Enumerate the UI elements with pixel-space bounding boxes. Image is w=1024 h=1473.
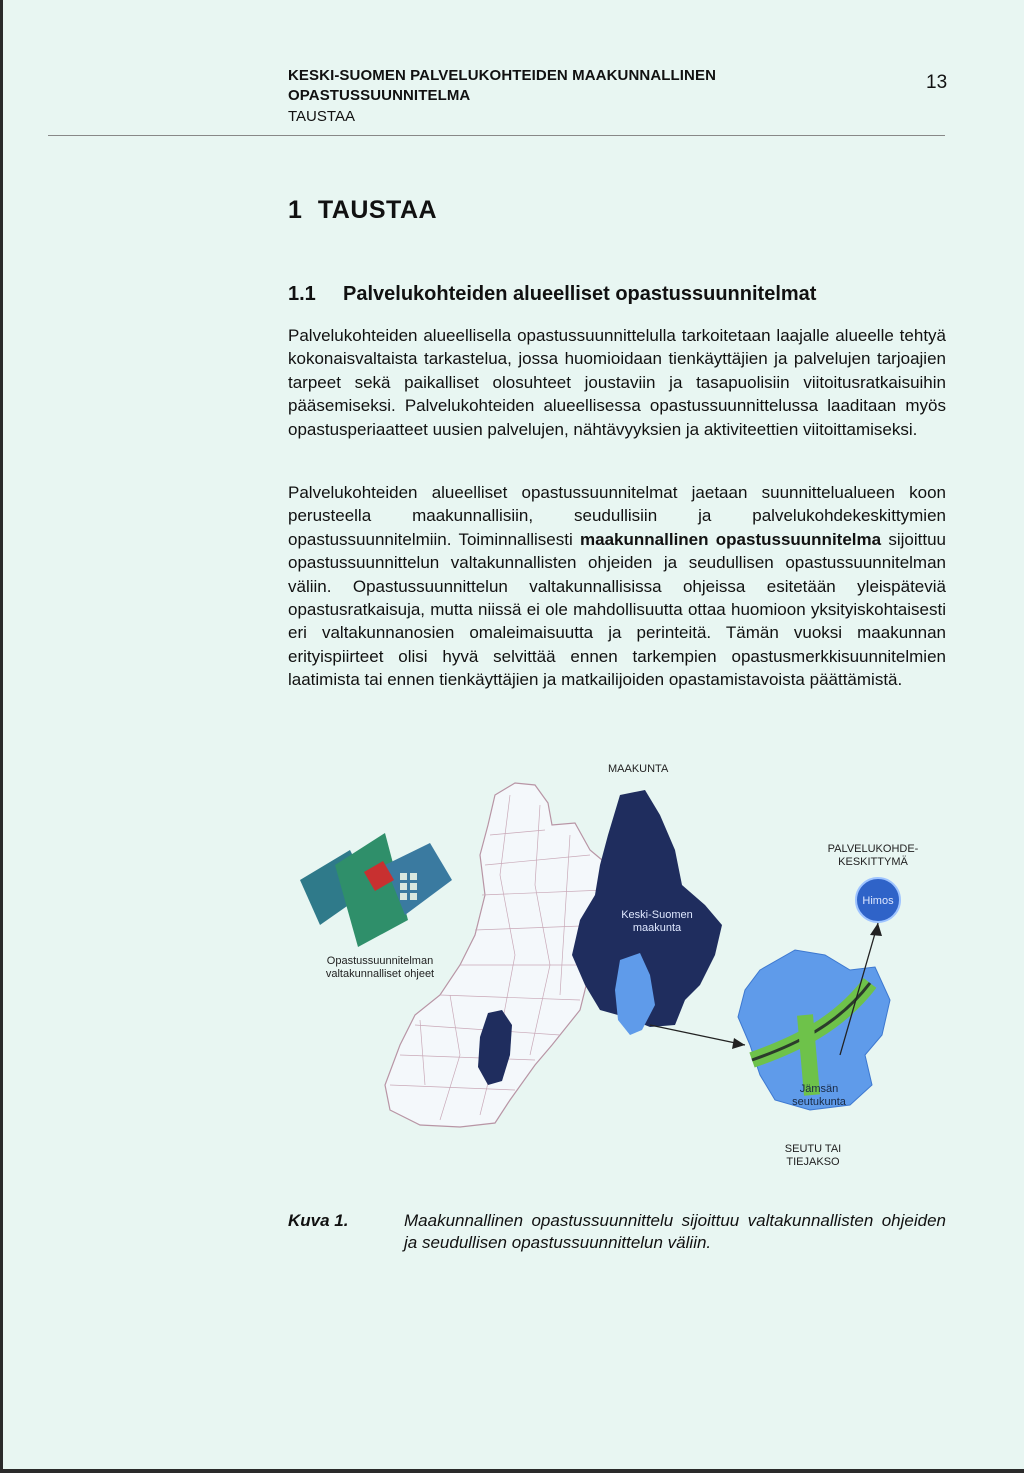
subsection-heading <box>288 283 816 306</box>
figure-1 <box>290 755 970 1175</box>
arrow-head-seutu <box>732 1038 745 1049</box>
guide-books <box>300 833 452 947</box>
section-number: 1 <box>288 196 303 224</box>
subsection-number: 1.1 <box>288 283 316 305</box>
paragraph-2-bold: maakunnallinen opastussuunnitelma <box>580 529 882 549</box>
label-palvelukohdekeskittyma: PALVELUKOHDE-KESKITTYMÄ <box>827 843 919 868</box>
caption-text: Maakunnallinen opastussuunnittelu sijoittuu valtakunnallisten ohjeiden ja seudullisen opastussuunnittelun väliin. <box>404 1211 946 1252</box>
paragraph-2 <box>288 481 946 692</box>
header-title-line2: OPASTUSSUUNNITELMA <box>288 87 471 104</box>
header-rule <box>48 135 945 136</box>
header-title-line1: KESKI-SUOMEN PALVELUKOHTEIDEN MAAKUNNALLINEN <box>288 67 717 84</box>
paragraph-1: Palvelukohteiden alueellisella opastussuunnittelulla tarkoitetaan laajalle alueelle tehtyä kokonaisvaltaista tarkastelua, jossa huomioidaan tienkäyttäjien ja palvelujen tarjoajien tarpeet sekä paikalliset olosuhteet joustaviin ja tasapuolisiin viitoitusratkaisuihin pääsemiseksi. Palvelukohteiden alueellisessa opastussuunnittelussa laaditaan myös opastusperiaatteet uusien palvelujen, nähtävyyksien ja aktiviteettien viitoittamiseksi. <box>288 326 946 439</box>
label-jamsan-seutukunta: Jämsän seutukunta <box>792 1083 846 1108</box>
paragraph-2-part2: sijoittuu opastussuunnittelun valtakunnallisten ohjeiden ja seudullisen opastussuunnitelman väliin. Opastussuunnittelun valtakunnallisissa ohjeissa esitetään yleispäteviä opastusratkaisuja, mutta niissä ei ole mahdollisuutta ottaa huomioon yksityiskohtaisesti eri valtakunnanosien omaleimaisuutta ja perinteitä. Tämän vuoksi maakunnan erityispiirteet olisi hyvä selvittää ennen tarkempien opastusmerkkisuunnitelmien laatimista tai ennen tienkäyttäjien ja matkailijoiden opastamistavoista päättämistä. <box>288 529 946 690</box>
label-seutu-tai-tiejakso: SEUTU TAI TIEJAKSO <box>784 1143 842 1168</box>
page-edge-left <box>0 0 3 1473</box>
label-maakunta: MAAKUNTA <box>608 763 669 775</box>
label-himos: Himos <box>862 895 894 907</box>
paragraph-2-part1: Palvelukohteiden alueelliset opastussuunnitelmat jaetaan suunnittelualueen koon perusteella maakunnallisiin, seudullisiin ja palvelukohdekeskittymien opastussuunnitelmiin. Toiminnallisesti <box>288 483 946 549</box>
page-edge-bottom <box>0 1469 1024 1473</box>
arrow-head-himos <box>870 923 882 936</box>
section-heading <box>288 196 437 225</box>
header-chapter: TAUSTAA <box>288 108 355 125</box>
caption-label: Kuva 1. <box>288 1211 349 1230</box>
running-header <box>288 66 948 127</box>
subsection-title: Palvelukohteiden alueelliset opastussuunnitelmat <box>343 283 817 305</box>
section-title: TAUSTAA <box>317 196 438 224</box>
label-guide: Opastussuunnitelman valtakunnalliset ohjeet <box>325 955 435 980</box>
label-keski-suomen-maakunta: Keski-Suomen maakunta <box>621 909 693 934</box>
arrow-region-to-seutu <box>650 1025 745 1045</box>
page-number: 13 <box>926 72 948 93</box>
